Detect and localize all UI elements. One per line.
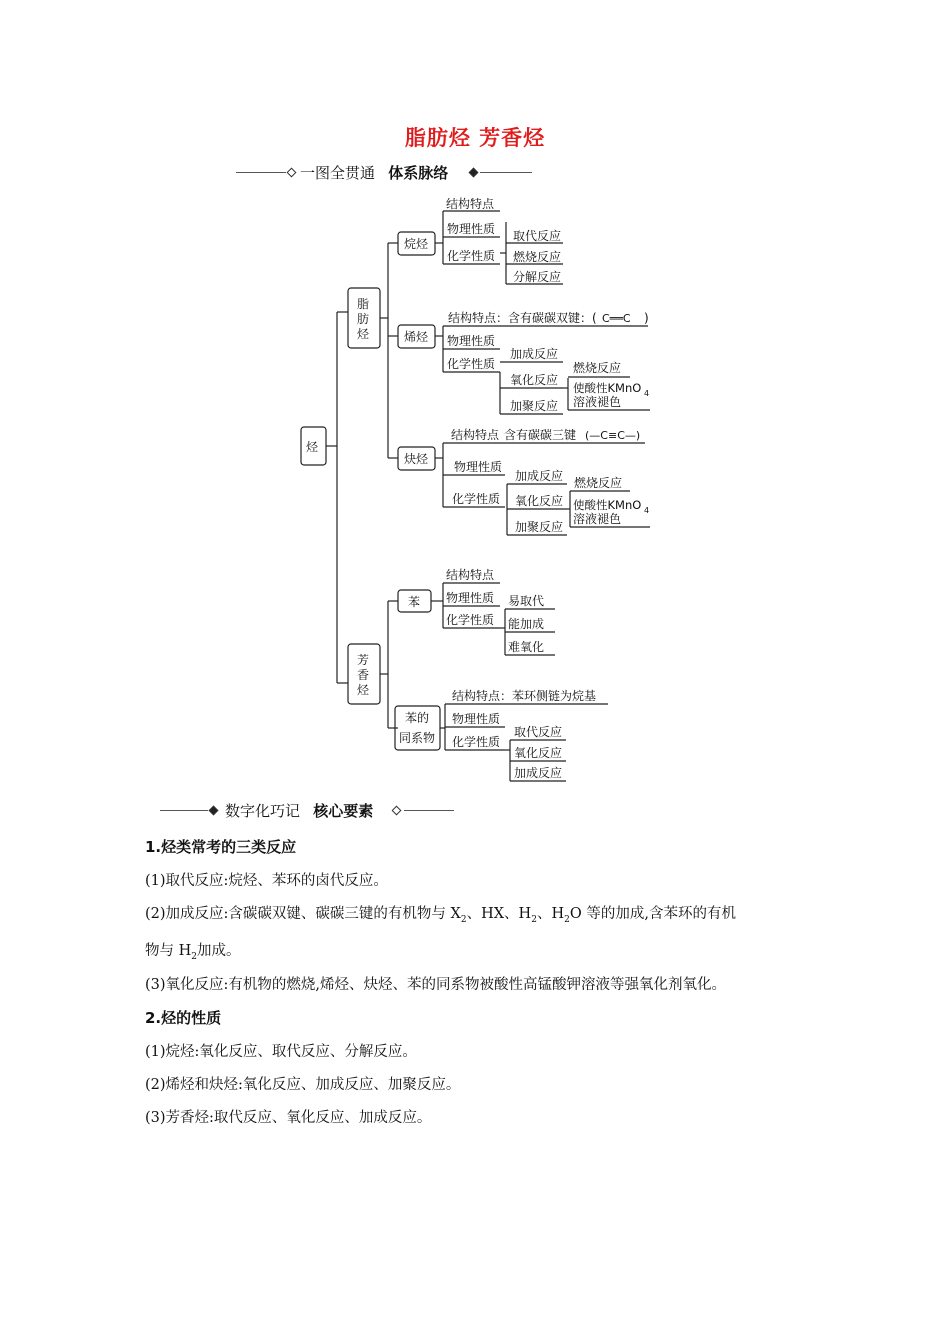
banner-bold-text: 体系脉络	[388, 164, 449, 182]
aliphatic-char-2: 肪	[357, 312, 370, 326]
alkane-label: 烷烃	[404, 237, 429, 251]
banner-light-text: 数字化巧记	[225, 802, 301, 820]
tree-root-label: 烃	[306, 440, 319, 454]
section-banner-2	[225, 800, 373, 821]
homologs-reaction-1: 取代反应	[514, 725, 563, 739]
alkene-reaction-3: 加聚反应	[510, 399, 559, 413]
alkene-oxidation-1: 燃烧反应	[573, 361, 622, 375]
benzene-prop-1: 易取代	[508, 594, 545, 608]
para-addition-part-b: 、HX、H	[466, 906, 532, 922]
alkyne-structure-2: 含有碳碳三键	[504, 428, 577, 442]
homologs-physical: 物理性质	[452, 712, 501, 726]
alkene-oxidation-3: 溶液褪色	[573, 395, 622, 409]
alkane-reaction-3: 分解反应	[513, 270, 562, 284]
aromatic-char-1: 芳	[357, 653, 370, 667]
alkane-chemical: 化学性质	[447, 249, 496, 263]
benzene-label: 苯	[408, 595, 421, 609]
heading-properties: 2.烃的性质	[145, 1009, 222, 1027]
alkyne-label: 炔烃	[404, 452, 429, 466]
homologs-label-2: 同系物	[399, 731, 436, 745]
page-title: 脂肪烃 芳香烃	[404, 125, 546, 150]
subscript: 2	[564, 914, 570, 925]
alkyne-reaction-2: 氧化反应	[515, 494, 564, 508]
alkane-physical: 物理性质	[447, 222, 496, 236]
heading-reactions: 1.烃类常考的三类反应	[145, 838, 297, 856]
para-addition-part-f: 加成。	[197, 943, 241, 959]
alkane-structure: 结构特点	[446, 197, 495, 211]
aromatic-label	[357, 653, 373, 697]
alkyne-oxidation-2: 使酸性KMnO	[573, 498, 642, 512]
banner-bold-text: 核心要素	[313, 802, 374, 820]
alkene-structure: 结构特点：含有碳碳双键：(	[448, 311, 597, 325]
alkene-oxidation-2: 使酸性KMnO	[573, 381, 642, 395]
para-substitution: (1)取代反应:烷烃、苯环的卤代反应。	[145, 873, 388, 889]
alkane-reaction-1: 取代反应	[513, 229, 562, 243]
para-addition-part-e: 物与 H	[145, 943, 192, 959]
aromatic-char-2: 香	[357, 668, 370, 682]
alkene-reaction-2: 氧化反应	[510, 373, 559, 387]
homologs-reaction-2: 氧化反应	[514, 746, 563, 760]
para-alkene-alkyne-props: (2)烯烃和炔烃:氧化反应、加成反应、加聚反应。	[145, 1077, 461, 1093]
aliphatic-label	[357, 296, 373, 341]
alkene-label: 烯烃	[404, 330, 429, 344]
alkene-physical: 物理性质	[447, 334, 496, 348]
benzene-physical: 物理性质	[446, 591, 495, 605]
subscript: 2	[191, 951, 197, 962]
alkene-bond-close: )	[644, 311, 649, 325]
homologs-structure: 结构特点：苯环侧链为烷基	[452, 689, 597, 703]
alkene-bond: C══C	[602, 312, 631, 325]
alkene-chemical: 化学性质	[447, 357, 496, 371]
para-oxidation: (3)氧化反应:有机物的燃烧,烯烃、炔烃、苯的同系物被酸性高锰酸钾溶液等强氧化剂氧化。	[145, 977, 727, 993]
benzene-prop-2: 能加成	[508, 617, 545, 631]
alkyne-structure: 结构特点	[451, 428, 500, 442]
benzene-prop-3: 难氧化	[508, 640, 545, 654]
alkyne-bond: (—C≡C—)	[585, 429, 641, 442]
banner-rule-left	[160, 810, 208, 811]
alkyne-reaction-1: 加成反应	[515, 469, 564, 483]
para-addition-line2	[145, 939, 241, 962]
alkene-reaction-1: 加成反应	[510, 347, 559, 361]
para-aromatic-props: (3)芳香烃:取代反应、氧化反应、加成反应。	[145, 1110, 432, 1126]
para-alkane-props: (1)烷烃:氧化反应、取代反应、分解反应。	[145, 1044, 417, 1060]
banner-rule-right	[404, 810, 454, 811]
alkene-subscript: 4	[644, 389, 650, 398]
alkyne-oxidation-1: 燃烧反应	[574, 476, 623, 490]
alkyne-reaction-3: 加聚反应	[515, 520, 564, 534]
alkyne-chemical: 化学性质	[452, 492, 501, 506]
aliphatic-char-1: 脂	[357, 297, 370, 311]
alkyne-subscript: 4	[644, 506, 650, 515]
subscript: 2	[531, 914, 537, 925]
homologs-chemical: 化学性质	[452, 735, 501, 749]
alkyne-oxidation-3: 溶液褪色	[573, 512, 622, 526]
aliphatic-char-3: 烃	[357, 327, 370, 341]
alkyne-physical: 物理性质	[454, 460, 503, 474]
benzene-chemical: 化学性质	[446, 613, 495, 627]
aromatic-char-3: 烃	[357, 683, 370, 697]
banner-light-text: 一图全贯通	[300, 164, 376, 182]
para-addition-part-a: (2)加成反应:含碳碳双键、碳碳三键的有机物与 X	[145, 906, 461, 922]
alkane-reaction-2: 燃烧反应	[513, 250, 562, 264]
para-addition-part-d: O 等的加成,含苯环的有机	[569, 906, 736, 922]
para-addition-part-c: 、H	[536, 906, 565, 922]
benzene-structure: 结构特点	[446, 568, 495, 582]
subscript: 2	[460, 914, 467, 925]
homologs-reaction-3: 加成反应	[514, 766, 563, 780]
para-addition-line1	[145, 902, 736, 925]
homologs-label-1: 苯的	[405, 711, 430, 725]
